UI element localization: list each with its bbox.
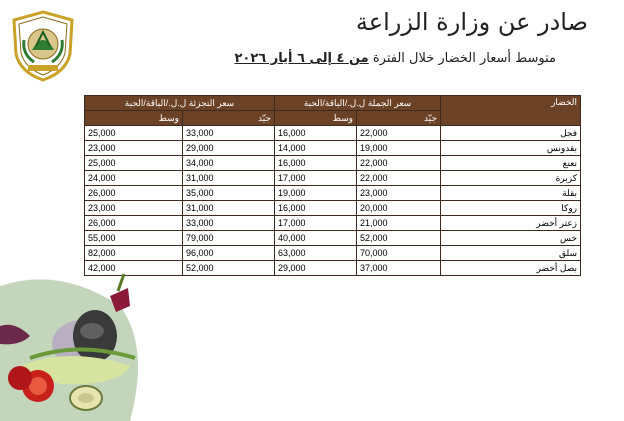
wholesale-good-price: 22,000: [357, 171, 441, 186]
wholesale-medium-price: 17,000: [275, 216, 357, 231]
wholesale-medium-price: 16,000: [275, 126, 357, 141]
retail-good-price: 33,000: [183, 216, 275, 231]
retail-good-price: 31,000: [183, 171, 275, 186]
retail-medium-price: 26,000: [85, 186, 183, 201]
ministry-logo-icon: [10, 10, 76, 82]
wholesale-good-price: 22,000: [357, 126, 441, 141]
page-title: صادر عن وزارة الزراعة: [355, 8, 588, 36]
wholesale-medium-price: 40,000: [275, 231, 357, 246]
retail-medium-header: وسط: [85, 111, 183, 126]
table-row: [85, 141, 581, 156]
table-row: [85, 231, 581, 246]
retail-good-price: 35,000: [183, 186, 275, 201]
retail-good-price: 79,000: [183, 231, 275, 246]
vegetable-name: بصل أخضر: [441, 261, 581, 276]
wholesale-medium-price: 14,000: [275, 141, 357, 156]
page-subtitle: [234, 51, 556, 66]
wholesale-good-price: 19,000: [357, 141, 441, 156]
wholesale-good-price: 20,000: [357, 201, 441, 216]
retail-good-price: 31,000: [183, 201, 275, 216]
wholesale-medium-price: 16,000: [275, 156, 357, 171]
table-row: [85, 186, 581, 201]
wholesale-good-price: 52,000: [357, 231, 441, 246]
retail-medium-price: 23,000: [85, 201, 183, 216]
wholesale-good-price: 37,000: [357, 261, 441, 276]
retail-medium-price: 25,000: [85, 156, 183, 171]
retail-good-price: 96,000: [183, 246, 275, 261]
table-row: [85, 246, 581, 261]
retail-column-header: سعر التجزئة ل.ل./الباقة/الحبة: [85, 96, 275, 111]
table-row: [85, 126, 581, 141]
prices-table: [84, 95, 581, 276]
vegetables-illustration-icon: [0, 266, 150, 421]
table-row: [85, 156, 581, 171]
retail-medium-price: 23,000: [85, 141, 183, 156]
retail-medium-price: 26,000: [85, 216, 183, 231]
vegetable-name: خس: [441, 231, 581, 246]
wholesale-medium-header: وسط: [275, 111, 357, 126]
wholesale-medium-price: 63,000: [275, 246, 357, 261]
retail-medium-price: 24,000: [85, 171, 183, 186]
wholesale-good-header: جيّد: [357, 111, 441, 126]
retail-good-price: 33,000: [183, 126, 275, 141]
wholesale-good-price: 22,000: [357, 156, 441, 171]
vegetable-name: زعتر أخضر: [441, 216, 581, 231]
table-row: [85, 216, 581, 231]
vegetable-name: بقلة: [441, 186, 581, 201]
retail-medium-price: 42,000: [85, 261, 183, 276]
retail-good-price: 52,000: [183, 261, 275, 276]
vegetable-column-header: الخضار: [441, 96, 581, 126]
retail-good-header: جيّد: [183, 111, 275, 126]
subtitle-period: من ٤ إلى ٦ أيار ٢٠٢٦: [234, 51, 369, 66]
vegetable-name: سلق: [441, 246, 581, 261]
vegetable-name: فجل: [441, 126, 581, 141]
wholesale-column-header: سعر الجملة ل.ل./الباقة/الحبة: [275, 96, 441, 111]
wholesale-medium-price: 16,000: [275, 201, 357, 216]
table-row: [85, 171, 581, 186]
retail-medium-price: 82,000: [85, 246, 183, 261]
wholesale-good-price: 21,000: [357, 216, 441, 231]
wholesale-good-price: 70,000: [357, 246, 441, 261]
subtitle-prefix: متوسط أسعار الخضار خلال الفترة: [372, 51, 556, 66]
retail-medium-price: 25,000: [85, 126, 183, 141]
vegetable-name: بقدونس: [441, 141, 581, 156]
wholesale-medium-price: 17,000: [275, 171, 357, 186]
table-row: [85, 261, 581, 276]
table-row: [85, 201, 581, 216]
wholesale-good-price: 23,000: [357, 186, 441, 201]
vegetable-name: كزبرة: [441, 171, 581, 186]
retail-good-price: 29,000: [183, 141, 275, 156]
vegetable-name: روكا: [441, 201, 581, 216]
retail-good-price: 34,000: [183, 156, 275, 171]
wholesale-medium-price: 19,000: [275, 186, 357, 201]
wholesale-medium-price: 29,000: [275, 261, 357, 276]
retail-medium-price: 55,000: [85, 231, 183, 246]
vegetable-name: نعنع: [441, 156, 581, 171]
